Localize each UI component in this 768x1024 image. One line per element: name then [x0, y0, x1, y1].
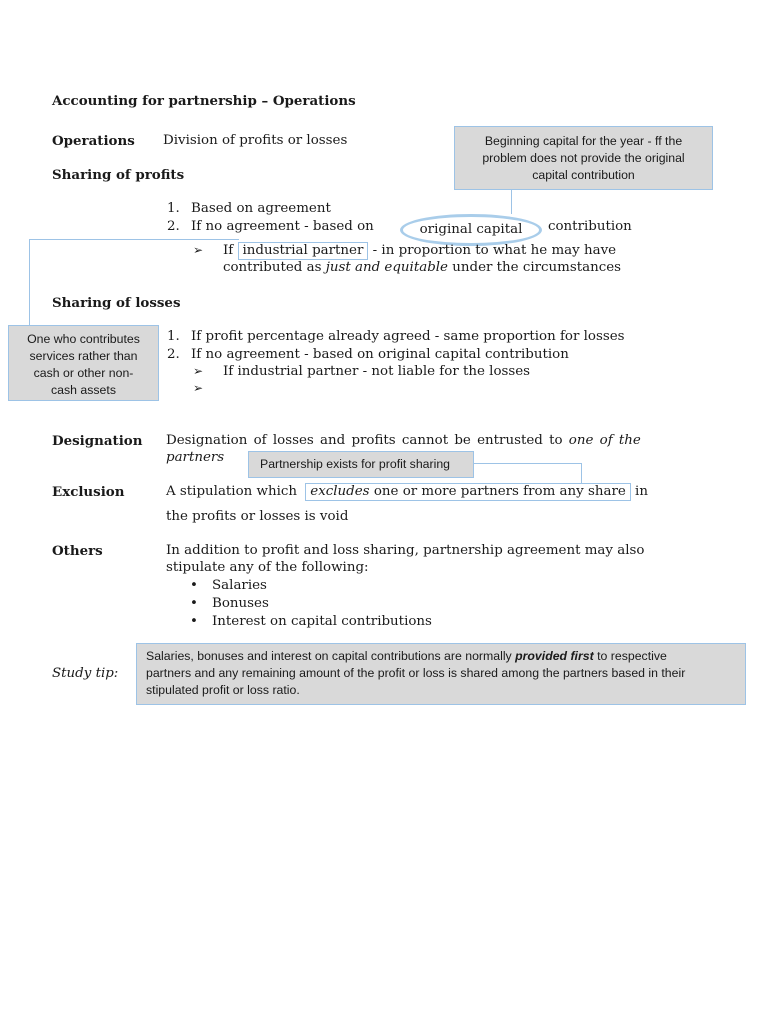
study-tip-line2: partners and any remaining amount of the profit or loss is shared among the partners based in their [146, 666, 686, 680]
operations-text: Division of profits or losses [163, 133, 348, 148]
others-label: Others [52, 543, 103, 559]
profits-subitem-line2: contributed as just and equitable under the circumstances [223, 260, 621, 275]
others-bullet-3: • Interest on capital contributions [190, 614, 432, 629]
industrial-connector-h [29, 239, 239, 240]
losses-subitem-1: ➢ If industrial partner - not liable for the losses [193, 364, 531, 379]
capital-callout: Beginning capital for the year - ff the problem does not provide the original capital contribution [454, 126, 713, 190]
profits-item-2: 2. If no agreement - based on [167, 219, 374, 234]
arrow-bullet-icon: ➢ [193, 243, 204, 257]
sharing-profits-heading: Sharing of profits [52, 167, 185, 183]
others-bullet-2: • Bonuses [190, 596, 269, 611]
industrial-connector-v [29, 239, 30, 325]
list-number: 1. [167, 201, 180, 216]
losses-item-1: 1. If profit percentage already agreed - same proportion for losses [167, 329, 625, 344]
industrial-partner-box: industrial partner [238, 242, 369, 260]
profit-sharing-connector-v [581, 463, 582, 484]
designation-line1: Designation of losses and profits cannot be entrusted to one of the [166, 433, 641, 448]
list-number: 2. [167, 347, 180, 362]
bullet-icon: • [190, 596, 198, 611]
bullet-icon: • [190, 614, 198, 629]
losses-item-2: 2. If no agreement - based on original capital contribution [167, 347, 569, 362]
exclusion-line2: the profits or losses is void [166, 509, 349, 524]
designation-label: Designation [52, 433, 143, 449]
arrow-bullet-icon: ➢ [193, 364, 204, 378]
study-tip-line3: stipulated profit or loss ratio. [146, 683, 300, 697]
study-tip-box [136, 643, 746, 705]
others-line1: In addition to profit and loss sharing, partnership agreement may also [166, 543, 645, 558]
profit-sharing-connector-h [474, 463, 582, 464]
list-number: 2. [167, 219, 180, 234]
bullet-icon: • [190, 578, 198, 593]
capital-callout-connector [511, 189, 512, 214]
losses-subitem-2 [193, 381, 223, 396]
profits-item-2-after: contribution [548, 219, 632, 234]
sharing-losses-heading: Sharing of losses [52, 295, 181, 311]
profits-subitem-industrial: ➢ If industrial partner - in proportion to what he may have [193, 243, 617, 258]
exclusion-line1: A stipulation which excludes one or more partners from any share in [166, 484, 648, 499]
others-line2: stipulate any of the following: [166, 560, 369, 575]
page-title: Accounting for partnership – Operations [52, 93, 356, 109]
exclusion-label: Exclusion [52, 484, 125, 500]
excludes-box: excludes one or more partners from any share [305, 483, 630, 501]
others-bullet-1: • Salaries [190, 578, 267, 593]
operations-label: Operations [52, 133, 135, 149]
list-number: 1. [167, 329, 180, 344]
study-tip-label: Study tip: [52, 666, 119, 681]
study-tip-line1: Salaries, bonuses and interest on capital contributions are normally provided first to respective [146, 649, 667, 663]
profit-sharing-callout: Partnership exists for profit sharing [248, 451, 474, 478]
industrial-callout: One who contributes services rather than cash or other non- cash assets [8, 325, 159, 401]
profits-item-1: 1. Based on agreement [167, 201, 331, 216]
designation-line2: partners [166, 450, 225, 465]
original-capital-oval: original capital [400, 214, 542, 246]
arrow-bullet-icon: ➢ [193, 381, 204, 395]
